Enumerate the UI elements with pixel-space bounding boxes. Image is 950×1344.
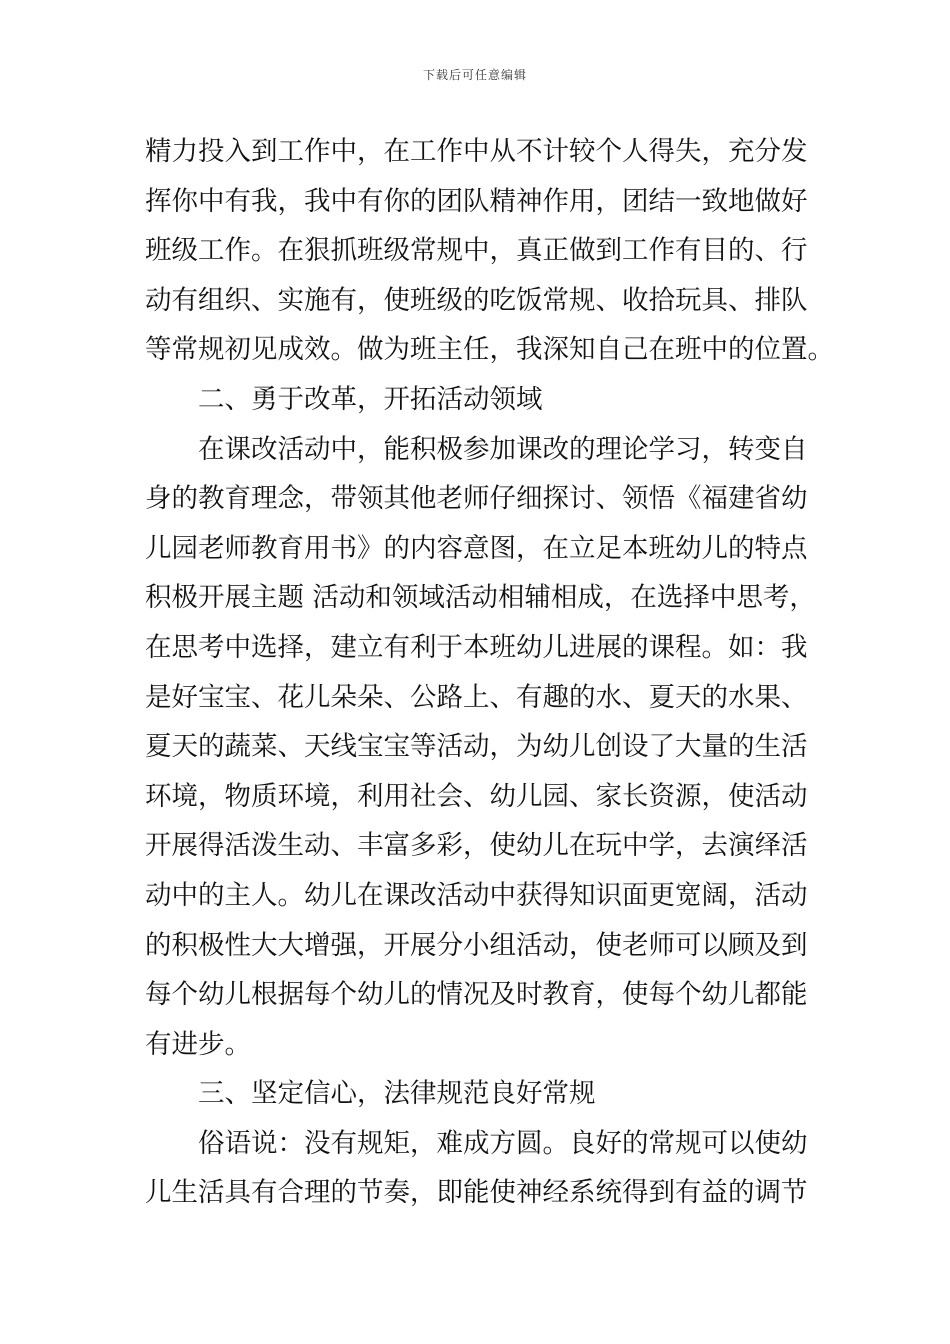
- text-line: 夏天的蔬菜、天线宝宝等活动，为幼儿创设了大量的生活: [145, 731, 808, 763]
- text-line: 二、勇于改革，开拓活动领域: [198, 383, 543, 415]
- text-line: 班级工作。在狠抓班级常规中，真正做到工作有目的、行: [145, 235, 808, 267]
- text-line: 儿园老师教育用书》的内容意图，在立足本班幼儿的特点: [145, 532, 808, 564]
- text-line: 环境，物质环境，利用社会、幼儿园、家长资源，使活动: [145, 780, 808, 812]
- text-line: 开展得活泼生动、丰富多彩，使幼儿在玩中学，去演绎活: [145, 830, 808, 862]
- document-body: [145, 127, 834, 1218]
- text-line: 在课改活动中，能积极参加课改的理论学习，转变自: [198, 433, 808, 465]
- text-line: 俗语说：没有规矩，难成方圆。良好的常规可以使幼: [198, 1127, 808, 1159]
- text-line: 动有组织、实施有，使班级的吃饭常规、收拾玩具、排队: [145, 284, 808, 316]
- text-line: 有进步。: [145, 1028, 251, 1060]
- text-line: 积极开展主题 活动和领域活动相辅相成，在选择中思考，: [145, 582, 816, 614]
- text-line: 精力投入到工作中，在工作中从不计较个人得失，充分发: [145, 136, 808, 167]
- text-line: 是好宝宝、花儿朵朵、公路上、有趣的水、夏天的水果、: [145, 681, 808, 713]
- text-line: 动中的主人。幼儿在课改活动中获得知识面更宽阔，活动: [145, 879, 808, 911]
- text-line: 在思考中选择，建立有利于本班幼儿进展的课程。如：我: [145, 631, 808, 663]
- text-line: 儿生活具有合理的节奏，即能使神经系统得到有益的调节: [145, 1177, 808, 1209]
- text-line: 三、坚定信心，法律规范良好常规: [198, 1078, 596, 1110]
- text-line: 挥你中有我，我中有你的团队精神作用，团结一致地做好: [145, 185, 808, 217]
- text-line: 等常规初见成效。做为班主任，我深知自己在班中的位置。: [145, 334, 834, 366]
- text-line: 身的教育理念，带领其他老师仔细探讨、领悟《福建省幼: [145, 483, 808, 515]
- page-header: 下载后可任意编辑: [422, 68, 527, 82]
- text-line: 的积极性大大增强，开展分小组活动，使老师可以顾及到: [145, 929, 808, 961]
- text-line: 每个幼儿根据每个幼儿的情况及时教育，使每个幼儿都能: [145, 979, 808, 1011]
